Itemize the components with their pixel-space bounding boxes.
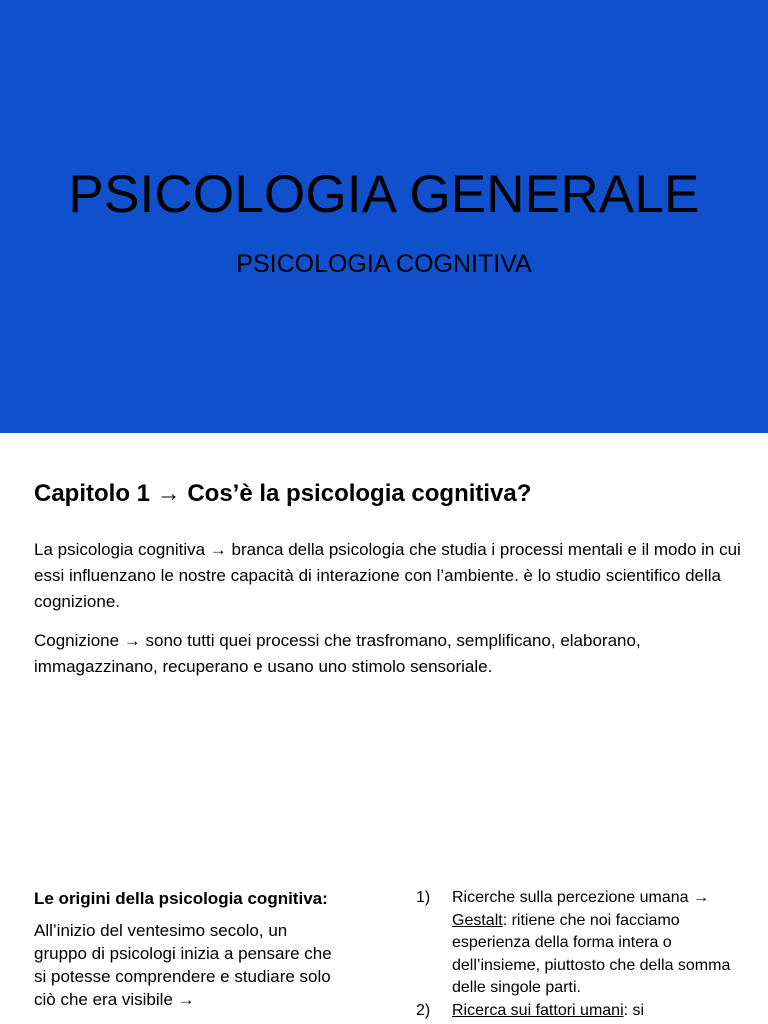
document-title: PSICOLOGIA GENERALE (68, 165, 700, 224)
document-subtitle: PSICOLOGIA COGNITIVA (236, 250, 532, 278)
list-item (416, 887, 736, 1000)
chapter-heading: Capitolo 1 → Cos’è la psicologia cognitiva? (34, 480, 532, 507)
cognition-paragraph: Cognizione → sono tutti quei processi che trasfromano, semplificano, elaborano, immagazzinano, recuperano e usano uno stimolo sensoriale. (34, 631, 641, 676)
research-list (416, 887, 736, 1022)
list-item-number: 2) (416, 1001, 431, 1019)
list-item-intro: Ricerche sulla percezione umana → (452, 889, 710, 906)
list-item (416, 1000, 736, 1023)
origins-text: All’inizio del ventesimo secolo, un gruppo di psicologi inizia a pensare che si potesse comprendere e studiare solo ciò che era visibile → (34, 921, 332, 1009)
list-item-underlined-term: Gestalt (452, 911, 503, 929)
definition-paragraph: La psicologia cognitiva → branca della psicologia che studia i processi mentali e il modo in cui essi influenzano le nostre capacità di interazione con l’ambiente. è lo studio scientifico della cognizione. (34, 540, 741, 611)
origins-section (34, 887, 344, 1011)
list-item-number: 1) (416, 889, 431, 906)
list-item-text: : ritiene che noi facciamo esperienza della forma intera o dell’insieme, piuttosto che della somma delle singole parti. (452, 911, 731, 996)
list-item-text: : si (623, 1001, 645, 1019)
origins-heading: Le origini della psicologia cognitiva: (34, 889, 328, 908)
list-item-underlined-term: Ricerca sui fattori umani (452, 1001, 624, 1019)
title-banner (0, 0, 768, 433)
